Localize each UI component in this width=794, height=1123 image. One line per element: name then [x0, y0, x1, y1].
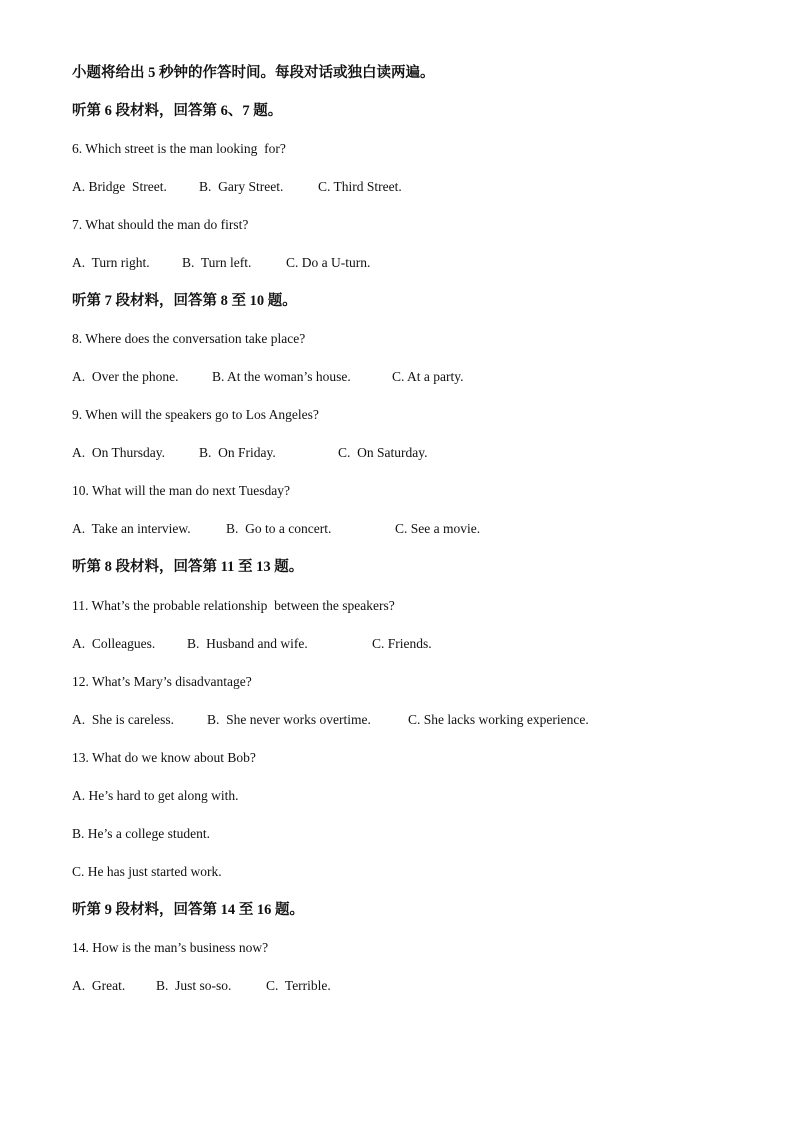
- question-text: 7. What should the man do first?: [72, 217, 249, 232]
- question-text: 9. When will the speakers go to Los Angeles?: [72, 407, 319, 422]
- question-text: 10. What will the man do next Tuesday?: [72, 483, 290, 498]
- section-heading: 听第 7 段材料，回答第 8 至 10 题。: [72, 293, 297, 309]
- question-text: 11. What’s the probable relationship between the speakers?: [72, 598, 395, 613]
- option-a: A. He’s hard to get along with.: [72, 788, 239, 803]
- question-text: 8. Where does the conversation take place?: [72, 331, 306, 346]
- option-c: C. Do a U-turn.: [286, 255, 371, 270]
- option-b: B. She never works overtime.: [207, 712, 371, 727]
- option-a: A. Great.: [72, 978, 126, 993]
- section-heading: 听第 9 段材料，回答第 14 至 16 题。: [72, 902, 304, 918]
- option-c: C. Friends.: [372, 636, 432, 651]
- option-b: B. Go to a concert.: [226, 521, 332, 536]
- option-b: B. Husband and wife.: [187, 636, 308, 651]
- option-a: A. Over the phone.: [72, 369, 179, 384]
- question-text: 13. What do we know about Bob?: [72, 750, 256, 765]
- option-a: A. Turn right.: [72, 255, 150, 270]
- option-b: B. Turn left.: [182, 255, 252, 270]
- option-c: C. Third Street.: [318, 179, 402, 194]
- section-heading: 听第 8 段材料，回答第 11 至 13 题。: [72, 559, 304, 575]
- option-b: B. At the woman’s house.: [212, 369, 351, 384]
- option-a: A. Bridge Street.: [72, 179, 167, 194]
- section-heading: 听第 6 段材料，回答第 6、7 题。: [72, 103, 283, 119]
- option-a: A. Colleagues.: [72, 636, 156, 651]
- option-b: B. Just so-so.: [156, 978, 232, 993]
- question-text: 14. How is the man’s business now?: [72, 940, 269, 955]
- option-a: A. She is careless.: [72, 712, 174, 727]
- option-a: A. On Thursday.: [72, 445, 165, 460]
- option-a: A. Take an interview.: [72, 521, 191, 536]
- option-b: B. On Friday.: [199, 445, 276, 460]
- option-c: C. Terrible.: [266, 978, 331, 993]
- option-c: C. At a party.: [392, 369, 464, 384]
- option-c: C. See a movie.: [395, 521, 481, 536]
- option-b: B. Gary Street.: [199, 179, 284, 194]
- option-c: C. On Saturday.: [338, 445, 428, 460]
- intro-text: 小题将给出 5 秒钟的作答时间。每段对话或独白读两遍。: [72, 65, 435, 81]
- option-c: C. She lacks working experience.: [408, 712, 589, 727]
- option-c: C. He has just started work.: [72, 864, 222, 879]
- question-text: 12. What’s Mary’s disadvantage?: [72, 674, 252, 689]
- question-text: 6. Which street is the man looking for?: [72, 141, 286, 156]
- option-b: B. He’s a college student.: [72, 826, 210, 841]
